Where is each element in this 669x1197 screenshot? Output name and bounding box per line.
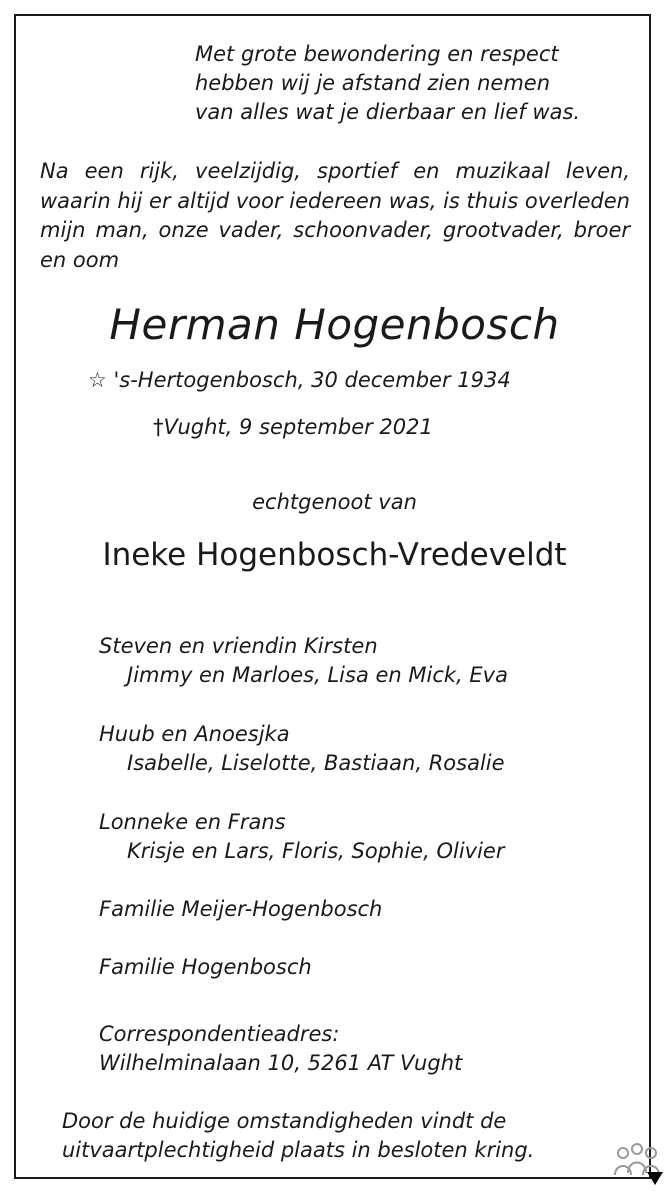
intro-paragraph: Na een rijk, veelzijdig, sportief en muzikaal leven, waarin hij er altijd voor iedereen was, is thuis overleden mijn man, onze vader, schoonvader, grootvader, broer en oom [40, 159, 630, 272]
poem-line-1: Met grote bewondering en respect [195, 42, 559, 66]
footer-line-1: Door de huidige omstandigheden vindt de [62, 1109, 507, 1133]
poem-line-3: van alles wat je dierbaar en lief was. [195, 100, 581, 124]
correspondence-address: Wilhelminalaan 10, 5261 AT Vught [99, 1051, 463, 1075]
family-2-children: Isabelle, Liselotte, Bastiaan, Rosalie [127, 751, 505, 775]
death-line [153, 415, 433, 439]
arrow-down-icon[interactable] [647, 1172, 663, 1185]
correspondence-label: Correspondentieadres: [99, 1022, 340, 1046]
poem-line-2: hebben wij je afstand zien nemen [195, 71, 551, 95]
spouse-label: echtgenoot van [252, 490, 417, 514]
relative-2: Familie Hogenbosch [99, 955, 312, 979]
star-icon: ☆ [88, 368, 107, 392]
family-1-parents: Steven en vriendin Kirsten [99, 634, 378, 658]
death-text: Vught, 9 september 2021 [163, 415, 433, 439]
footer-line-2: uitvaartplechtigheid plaats in besloten kring. [62, 1138, 535, 1162]
family-3-children: Krisje en Lars, Floris, Sophie, Olivier [127, 839, 505, 863]
family-2-parents: Huub en Anoesjka [99, 722, 290, 746]
birth-text: 's-Hertogenbosch, 30 december 1934 [113, 368, 511, 392]
deceased-name: Herman Hogenbosch [109, 300, 560, 349]
cross-icon: † [153, 415, 164, 439]
relative-1: Familie Meijer-Hogenbosch [99, 897, 383, 921]
family-3-parents: Lonneke en Frans [99, 810, 286, 834]
spouse-name: Ineke Hogenbosch-Vredeveldt [102, 537, 567, 573]
family-1-children: Jimmy en Marloes, Lisa en Mick, Eva [127, 663, 508, 687]
birth-line [88, 368, 511, 392]
